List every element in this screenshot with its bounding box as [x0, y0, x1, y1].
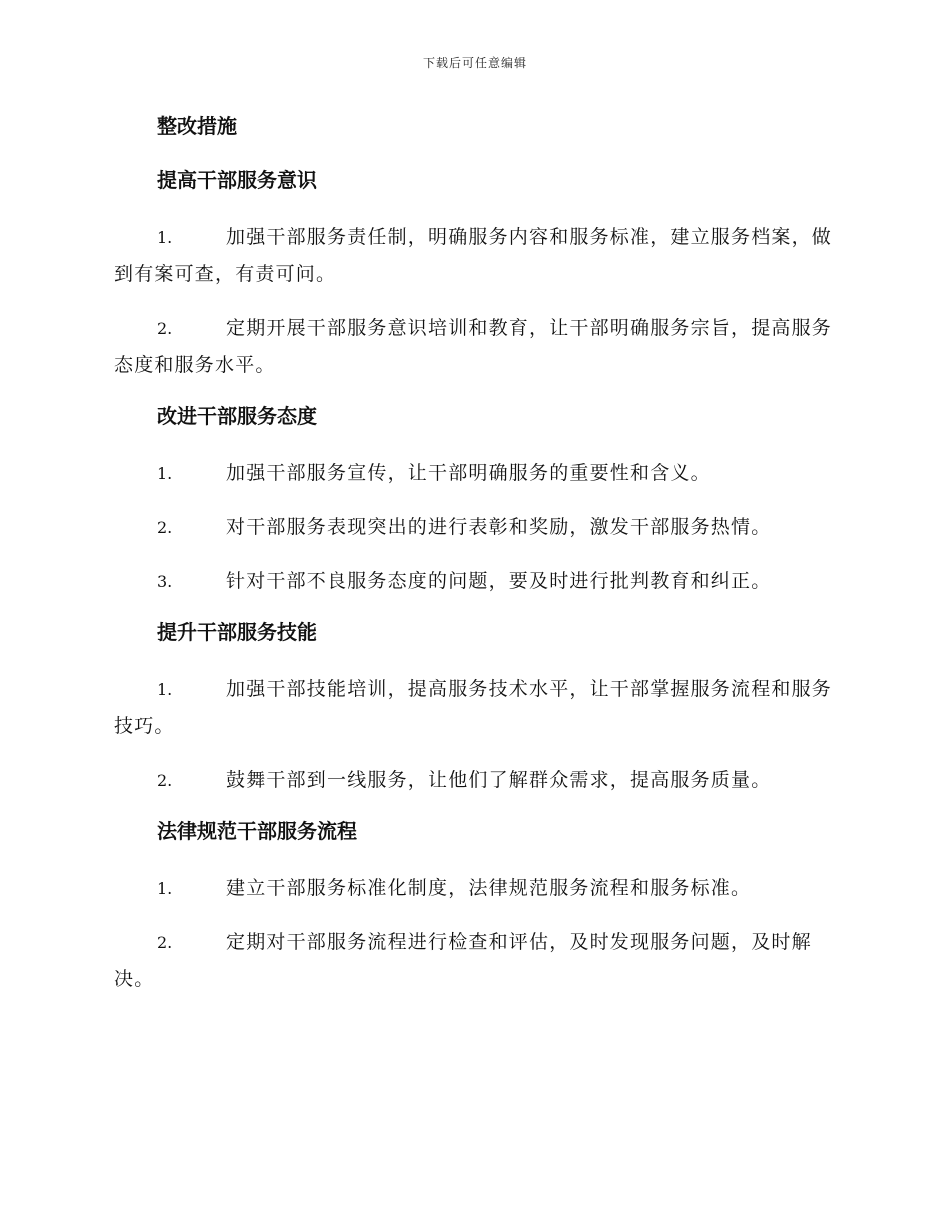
list-item [114, 310, 834, 384]
document-title: 整改措施 [157, 114, 237, 138]
item-text: 加强干部服务责任制，明确服务内容和服务标准，建立服务档案，做到有案可查，有责可问。 [114, 226, 833, 285]
section-heading: 提升干部服务技能 [157, 620, 317, 644]
item-text: 加强干部服务宣传，让干部明确服务的重要性和含义。 [226, 462, 711, 484]
list-item [114, 563, 834, 600]
item-text: 定期开展干部服务意识培训和教育，让干部明确服务宗旨，提高服务态度和服务水平。 [114, 317, 833, 376]
list-item [114, 762, 834, 799]
list-item [114, 219, 834, 293]
item-text: 加强干部技能培训，提高服务技术水平，让干部掌握服务流程和服务技巧。 [114, 678, 833, 737]
item-number: 3. [157, 572, 173, 591]
list-item [114, 671, 834, 745]
item-number: 2. [157, 319, 173, 338]
item-number: 2. [157, 518, 173, 537]
page-header: 下载后可任意编辑 [422, 56, 527, 70]
item-text: 建立干部服务标准化制度，法律规范服务流程和服务标准。 [226, 877, 752, 899]
document-body [114, 111, 834, 1015]
item-text: 定期对干部服务流程进行检查和评估，及时发现服务问题，及时解决。 [114, 931, 812, 990]
item-number: 1. [157, 680, 173, 699]
section-heading: 法律规范干部服务流程 [157, 819, 357, 843]
list-item [114, 509, 834, 546]
item-text: 对干部服务表现突出的进行表彰和奖励，激发干部服务热情。 [226, 516, 772, 538]
item-text: 针对干部不良服务态度的问题，要及时进行批判教育和纠正。 [226, 570, 772, 592]
section-heading: 提高干部服务意识 [157, 168, 317, 192]
item-number: 1. [157, 464, 173, 483]
list-item [114, 924, 834, 998]
item-number: 1. [157, 879, 173, 898]
item-number: 2. [157, 771, 173, 790]
list-item [114, 870, 834, 907]
section-heading: 改进干部服务态度 [157, 404, 317, 428]
list-item [114, 455, 834, 492]
item-number: 1. [157, 228, 173, 247]
item-text: 鼓舞干部到一线服务，让他们了解群众需求，提高服务质量。 [226, 769, 772, 791]
item-number: 2. [157, 933, 173, 952]
